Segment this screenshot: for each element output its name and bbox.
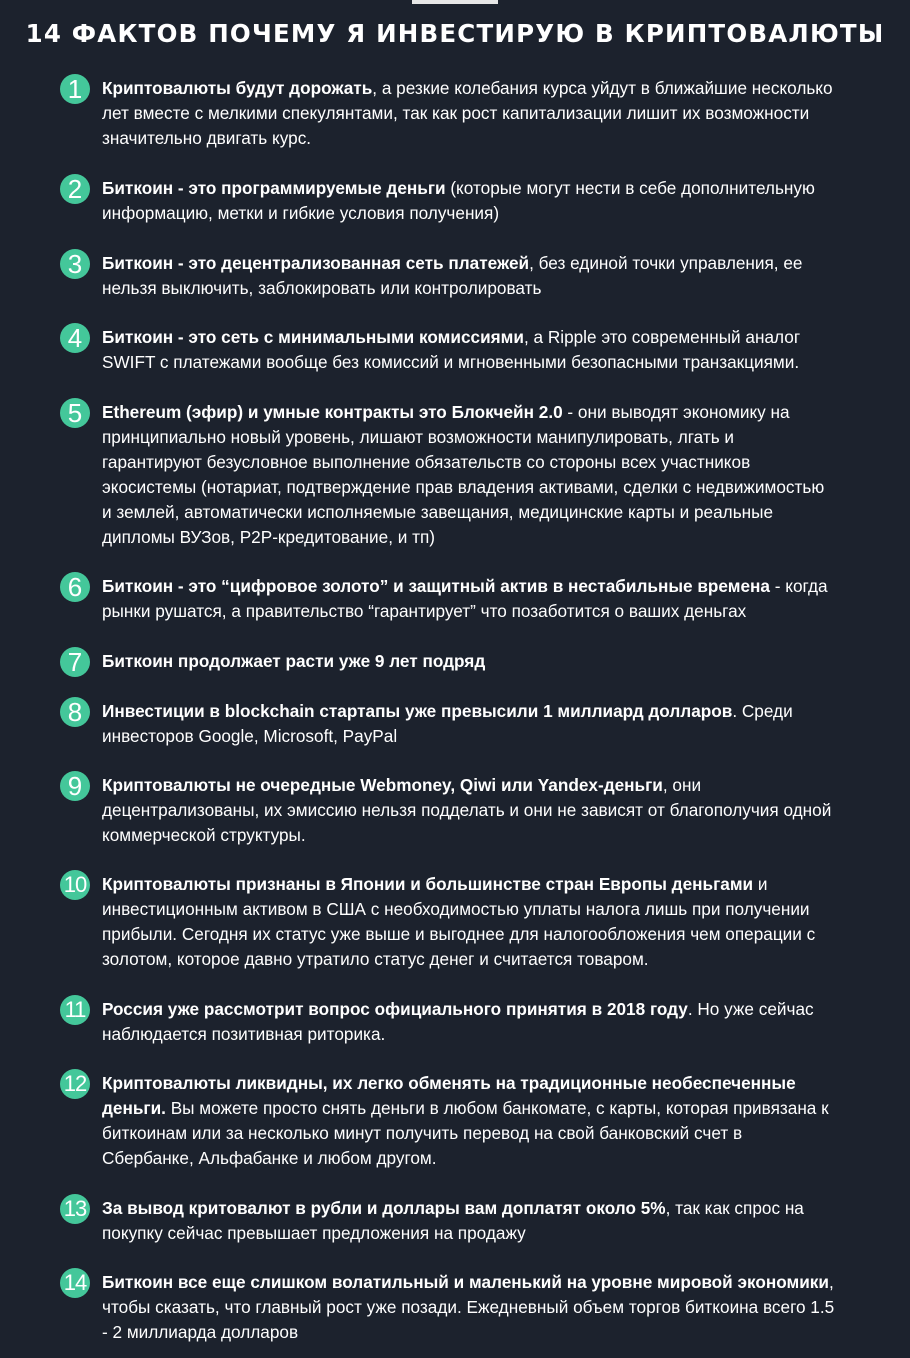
fact-bold-text: Биткоин - это “цифровое золото” и защитный актив в нестабильные времена	[102, 576, 770, 596]
fact-item	[60, 773, 840, 848]
fact-bold-text: Россия уже рассмотрит вопрос официального принятия в 2018 году	[102, 999, 688, 1019]
fact-bold-text: Криптовалюты будут дорожать	[102, 78, 373, 98]
fact-bold-text: Ethereum (эфир) и умные контракты это Блокчейн 2.0	[102, 402, 563, 422]
fact-text	[102, 574, 838, 624]
fact-item	[60, 649, 840, 677]
fact-text	[102, 997, 838, 1047]
fact-bold-text: Инвестиции в blockchain стартапы уже превысили 1 миллиард долларов	[102, 701, 733, 721]
fact-bold-text: Биткоин - это сеть с минимальными комиссиями	[102, 327, 524, 347]
page-title: 14 ФАКТОВ ПОЧЕМУ Я ИНВЕСТИРУЮ В КРИПТОВАЛЮТЫ	[25, 19, 885, 48]
fact-body-text: , а резкие колебания курса уйдут в ближайшие несколько лет вместе с мелкими спекулянтами, так как рост капитализации лишит их возможности значительно двигать курс.	[102, 78, 833, 148]
fact-item	[60, 1270, 840, 1345]
fact-bold-text: Биткоин продолжает расти уже 9 лет подряд	[102, 651, 486, 671]
fact-number-badge: 8	[60, 697, 90, 727]
fact-text	[102, 649, 838, 674]
fact-number-badge: 6	[60, 572, 90, 602]
fact-text	[102, 1270, 838, 1345]
fact-item	[60, 1196, 840, 1246]
fact-bold-text: Криптовалюты признаны в Японии и большинстве стран Европы деньгами	[102, 874, 754, 894]
fact-item	[60, 325, 840, 375]
fact-body-text: (которые могут нести в себе дополнительную информацию, метки и гибкие условия получения)	[102, 178, 815, 223]
fact-number-badge: 11	[60, 995, 90, 1025]
fact-bold-text: Биткоин - это программируемые деньги	[102, 178, 446, 198]
fact-number-badge: 7	[60, 647, 90, 677]
fact-number-badge: 12	[60, 1069, 90, 1099]
fact-body-text: и инвестиционным активом в США с необходимостью уплаты налога лишь при получении прибыли. Сегодня их статус уже выше и выгоднее для налогообложения чем операции с золотом, которое давно утратило статус денег и считается товаром.	[102, 874, 816, 969]
fact-bold-text: Криптовалюты не очередные Webmoney, Qiwi или Yandex-деньги	[102, 775, 663, 795]
fact-number-badge: 2	[60, 174, 90, 204]
fact-text	[102, 400, 838, 550]
fact-text	[102, 1071, 838, 1171]
fact-text	[102, 325, 838, 375]
fact-number-badge: 3	[60, 249, 90, 279]
fact-body-text: , без единой точки управления, ее нельзя выключить, заблокировать или контролировать	[102, 253, 803, 298]
fact-body-text: , чтобы сказать, что главный рост уже позади. Ежедневный объем торгов биткоина всего 1.5 - 2 миллиарда долларов	[102, 1272, 835, 1342]
fact-text	[102, 1196, 838, 1246]
fact-body-text: , так как спрос на покупку сейчас превышает предложения на продажу	[102, 1198, 804, 1243]
fact-number-badge: 1	[60, 74, 90, 104]
fact-number-badge: 10	[60, 870, 90, 900]
fact-item	[60, 251, 840, 301]
fact-body-text: - когда рынки рушатся, а правительство “гарантирует” что позаботится о ваших деньгах	[102, 576, 828, 621]
fact-body-text: . Среди инвесторов Google, Microsoft, PayPal	[102, 701, 793, 746]
fact-item	[60, 872, 840, 972]
fact-body-text: . Но уже сейчас наблюдается позитивная риторика.	[102, 999, 814, 1044]
fact-text	[102, 699, 838, 749]
fact-text	[102, 251, 838, 301]
fact-item	[60, 176, 840, 226]
fact-item	[60, 1071, 840, 1171]
fact-number-badge: 4	[60, 323, 90, 353]
fact-body-text: - они выводят экономику на принципиально новый уровень, лишают возможности манипулировать, лгать и гарантируют безусловное выполнение обязательств со стороны всех участников экосистемы (нотариат, подтверждение прав владения активами, сделки с недвижимостью и землей, автоматически исполняемые завещания, медицинские карты и реальные дипломы ВУЗов, P2P-кредитование, и тп)	[102, 402, 825, 547]
fact-number-badge: 14	[60, 1268, 90, 1298]
fact-number-badge: 13	[60, 1194, 90, 1224]
fact-body-text: , они децентрализованы, их эмиссию нельзя подделать и они не зависят от благополучия одной коммерческой структуры.	[102, 775, 832, 845]
fact-item	[60, 574, 840, 624]
fact-bold-text: Биткоин все еще слишком волатильный и маленький на уровне мировой экономики	[102, 1272, 829, 1292]
fact-item	[60, 699, 840, 749]
fact-text	[102, 76, 838, 151]
fact-item	[60, 76, 840, 151]
fact-body-text: Вы можете просто снять деньги в любом банкомате, с карты, которая привязана к биткоинам или за несколько минут получить перевод на свой банковский счет в Сбербанке, Альфабанке и любом другом.	[102, 1098, 829, 1168]
fact-bold-text: Криптовалюты ликвидны, их легко обменять на традиционные необеспеченные деньги.	[102, 1073, 796, 1118]
fact-bold-text: Биткоин - это децентрализованная сеть платежей	[102, 253, 530, 273]
fact-item	[60, 997, 840, 1047]
fact-text	[102, 872, 838, 972]
top-decoration	[412, 0, 498, 4]
fact-bold-text: За вывод критовалют в рубли и доллары вам доплатят около 5%	[102, 1198, 666, 1218]
fact-number-badge: 9	[60, 771, 90, 801]
fact-text	[102, 773, 838, 848]
fact-item	[60, 400, 840, 550]
fact-number-badge: 5	[60, 398, 90, 428]
fact-text	[102, 176, 838, 226]
fact-body-text: , а Ripple это современный аналог SWIFT с платежами вообще без комиссий и мгновенными безопасными транзакциями.	[102, 327, 801, 372]
